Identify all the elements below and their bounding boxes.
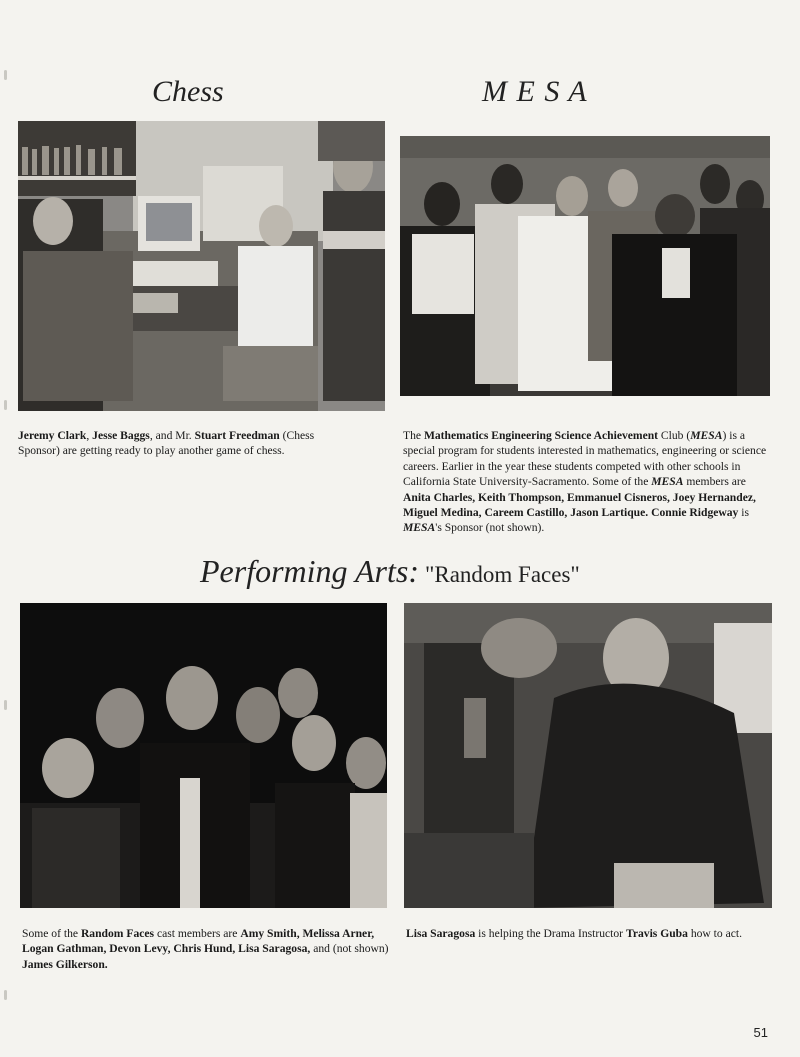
caption-text: The [403, 429, 424, 442]
random-faces-caption [22, 926, 390, 972]
caption-name: Amy Smith, Melissa Arner, Logan Gathman, Devon Levy, Chris Hund, Lisa Saragosa, [22, 927, 375, 956]
mesa-heading: M E S A [482, 75, 588, 108]
binding-mark [4, 70, 7, 80]
performing-arts-heading [200, 553, 580, 590]
caption-text: (Chess Sponsor) are getting ready to play another game of chess. [18, 429, 315, 458]
caption-text: Some of the [22, 927, 81, 940]
caption-text: , and Mr. [149, 429, 195, 442]
caption-name: Stuart Freedman [194, 429, 280, 442]
caption-text: 's Sponsor (not shown). [435, 521, 545, 535]
caption-name: Travis Guba [625, 927, 688, 940]
drama-instructor-photo [404, 603, 772, 908]
caption-name: MESA [651, 475, 684, 489]
random-faces-cast-photo [20, 603, 387, 908]
caption-text: members are [683, 475, 746, 489]
drama-caption [406, 926, 776, 941]
caption-text: Club ( [658, 429, 691, 442]
caption-text: and (not shown) [310, 942, 389, 956]
performing-arts-title: Performing Arts: [200, 553, 419, 589]
performing-arts-subtitle: "Random Faces" [424, 562, 580, 587]
caption-text: how to act. [687, 927, 743, 940]
caption-name: Lisa Saragosa [406, 927, 476, 940]
chess-heading: Chess [152, 75, 224, 108]
caption-name: Jeremy Clark [18, 429, 87, 442]
caption-name: James Gilkerson. [22, 957, 108, 971]
caption-name: Jesse Baggs [92, 429, 150, 442]
binding-mark [4, 990, 7, 1000]
mesa-caption [403, 428, 768, 536]
chess-caption [18, 428, 328, 459]
mesa-photo [400, 136, 770, 396]
caption-text: , [86, 429, 93, 442]
caption-name: MESA [403, 521, 436, 535]
caption-name: Anita Charles, Keith Thompson, Emmanuel Cisneros, Joey Hernandez, Miguel Medina, Careem Castillo, Jason Lartique. Connie Ridgeway [403, 490, 756, 520]
caption-text: is helping the Drama Instructor [475, 927, 626, 940]
caption-text: is [738, 506, 749, 520]
chess-photo [18, 121, 385, 411]
caption-name: Random Faces [80, 927, 155, 940]
caption-name: Mathematics Engineering Science Achievement [423, 429, 659, 442]
caption-text: ) is a special program for students interested in mathematics, engineering or science careers. Earlier in the year these students competed with other schools in California State University-Sacramento. Some of the [403, 429, 767, 489]
caption-text: cast members are [154, 927, 241, 940]
binding-mark [4, 700, 7, 710]
binding-mark [4, 400, 7, 410]
caption-name: MESA [690, 429, 723, 442]
page-number: 51 [753, 1025, 768, 1040]
